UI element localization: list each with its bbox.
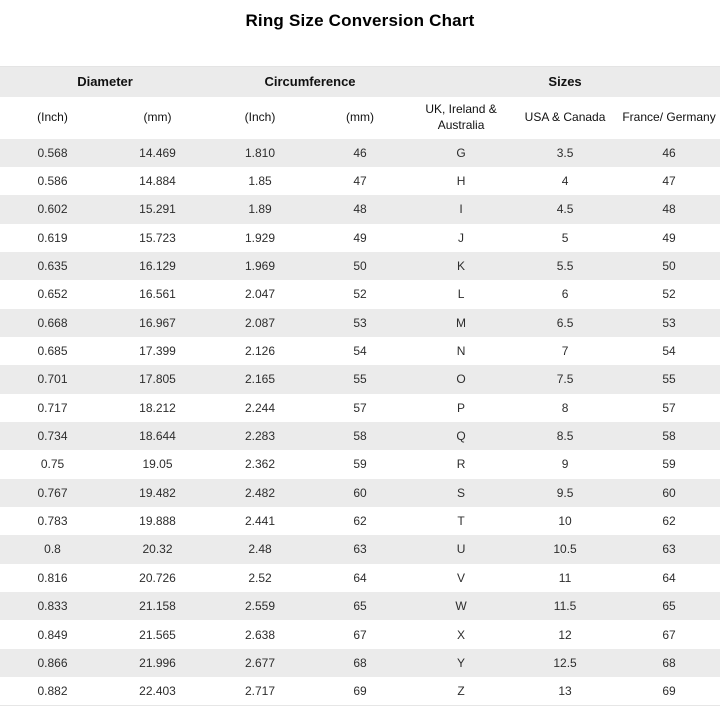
table-cell: 20.32 [142,542,173,557]
table-cell: 0.652 [37,287,68,302]
table-cell: J [458,230,465,245]
table-cell: 63 [353,542,367,557]
table-cell: I [459,202,463,217]
group-header-circumference: Circumference [210,67,410,97]
table-cell: 1.89 [248,202,272,217]
table-row [0,564,720,592]
table-cell: 62 [662,514,676,529]
table-cell: 50 [353,259,367,274]
col-header-circumference-mm: (mm) [310,97,410,139]
table-cell: 1.810 [245,145,276,160]
table-row [0,252,720,280]
table-cell: 49 [662,230,676,245]
table-cell: 12 [558,627,572,642]
table-cell: 54 [353,344,367,359]
table-row [0,167,720,195]
table-row [0,620,720,648]
table-cell: 49 [353,230,367,245]
group-header-diameter: Diameter [0,67,210,97]
table-cell: V [457,570,466,585]
table-cell: 5 [561,230,569,245]
table-cell: 63 [662,542,676,557]
table-cell: 2.559 [245,599,276,614]
col-header-diameter-inch: (Inch) [0,97,105,139]
table-cell: X [457,627,466,642]
table-row [0,422,720,450]
table-cell: 65 [662,599,676,614]
table-cell: 58 [353,429,367,444]
table-row [0,450,720,478]
table-cell: 57 [662,400,676,415]
table-cell: 3.5 [556,145,574,160]
table-row [0,507,720,535]
table-cell: 54 [662,344,676,359]
table-cell: 46 [353,145,367,160]
table-cell: 69 [662,683,676,698]
table-cell: 0.833 [37,599,68,614]
table-cell: 16.967 [139,315,176,330]
table-cell: 47 [662,174,676,189]
table-cell: 21.158 [139,599,176,614]
table-cell: 5.5 [556,259,574,274]
group-header-row [0,67,720,97]
table-row [0,337,720,365]
table-cell: 48 [662,202,676,217]
table-cell: R [456,457,466,472]
table-cell: 2.283 [245,429,276,444]
table-cell: 0.866 [37,655,68,670]
table-cell: Z [457,683,465,698]
table-cell: Q [456,429,466,444]
table-cell: 47 [353,174,367,189]
table-cell: 55 [353,372,367,387]
table-row [0,195,720,223]
table-cell: 2.047 [245,287,276,302]
table-cell: Y [457,655,466,670]
table-cell: 0.717 [37,400,68,415]
table-row [0,280,720,308]
table-cell: 0.767 [37,485,68,500]
table-cell: 10 [558,514,572,529]
table-cell: 0.685 [37,344,68,359]
table-cell: P [457,400,466,415]
table-cell: 6 [561,287,569,302]
table-row [0,479,720,507]
table-cell: 0.586 [37,174,68,189]
table-cell: 50 [662,259,676,274]
table-cell: 19.05 [142,457,173,472]
table-cell: N [456,344,466,359]
table-cell: 64 [662,570,676,585]
col-header-diameter-mm: (mm) [105,97,210,139]
table-row [0,592,720,620]
table-cell: 22.403 [139,683,176,698]
table-cell: 46 [662,145,676,160]
ring-size-conversion-table [0,66,720,706]
table-row [0,139,720,167]
table-cell: 2.244 [245,400,276,415]
group-header-sizes: Sizes [410,67,720,97]
table-cell: 0.783 [37,514,68,529]
table-cell: 68 [353,655,367,670]
table-cell: 0.635 [37,259,68,274]
table-cell: 2.52 [248,570,272,585]
table-cell: 48 [353,202,367,217]
table-cell: 4 [561,174,569,189]
table-cell: 17.399 [139,344,176,359]
table-row [0,677,720,705]
table-cell: 2.126 [245,344,276,359]
table-cell: M [456,315,467,330]
table-row [0,394,720,422]
table-cell: 2.165 [245,372,276,387]
table-cell: 9.5 [556,485,574,500]
table-cell: 0.568 [37,145,68,160]
table-cell: 1.929 [245,230,276,245]
table-cell: 14.884 [139,174,176,189]
table-cell: 19.482 [139,485,176,500]
table-cell: 21.565 [139,627,176,642]
table-cell: T [457,514,465,529]
table-cell: 1.85 [248,174,272,189]
table-cell: 15.291 [139,202,176,217]
table-cell: 2.087 [245,315,276,330]
table-cell: 2.677 [245,655,276,670]
table-cell: 1.969 [245,259,276,274]
table-row [0,535,720,563]
table-cell: 2.717 [245,683,276,698]
table-cell: 2.362 [245,457,276,472]
table-row [0,649,720,677]
table-cell: 0.602 [37,202,68,217]
table-cell: 21.996 [139,655,176,670]
table-cell: 2.441 [245,514,276,529]
column-header-row [0,97,720,139]
table-cell: O [456,372,466,387]
table-cell: 53 [662,315,676,330]
table-cell: 58 [662,429,676,444]
table-cell: W [455,599,467,614]
table-cell: 0.701 [37,372,68,387]
col-header-circumference-inch: (Inch) [210,97,310,139]
table-cell: 7 [561,344,569,359]
table-row [0,365,720,393]
table-cell: 8 [561,400,569,415]
table-cell: 16.561 [139,287,176,302]
table-cell: 4.5 [556,202,574,217]
table-cell: 0.734 [37,429,68,444]
table-cell: 8.5 [556,429,574,444]
table-cell: 2.482 [245,485,276,500]
table-cell: 53 [353,315,367,330]
table-cell: 65 [353,599,367,614]
table-cell: 7.5 [556,372,574,387]
table-cell: 12.5 [553,655,577,670]
table-cell: 62 [353,514,367,529]
table-cell: 13 [558,683,572,698]
table-cell: K [457,259,466,274]
table-cell: 0.75 [40,457,65,472]
page-title: Ring Size Conversion Chart [245,11,475,30]
table-cell: 0.849 [37,627,68,642]
table-cell: 0.8 [44,542,61,557]
table-cell: 20.726 [139,570,176,585]
col-header-usa-canada: USA & Canada [512,97,618,139]
table-row [0,309,720,337]
table-cell: U [456,542,466,557]
table-cell: 57 [353,400,367,415]
table-cell: 6.5 [556,315,574,330]
table-cell: 18.212 [139,400,176,415]
table-cell: 52 [662,287,676,302]
table-cell: 16.129 [139,259,176,274]
table-cell: 0.619 [37,230,68,245]
table-cell: H [456,174,466,189]
table-cell: 17.805 [139,372,176,387]
table-cell: 60 [353,485,367,500]
table-cell: 60 [662,485,676,500]
table-cell: 68 [662,655,676,670]
col-header-france-germany: France/ Germany [618,97,720,139]
table-cell: 0.668 [37,315,68,330]
table-cell: 59 [662,457,676,472]
table-cell: 69 [353,683,367,698]
table-cell: 11 [558,570,572,585]
table-cell: 9 [561,457,569,472]
col-header-uk-ireland-australia: UK, Ireland & Australia [410,97,512,139]
table-cell: L [457,287,465,302]
table-cell: 14.469 [139,145,176,160]
table-cell: S [457,485,466,500]
table-cell: 64 [353,570,367,585]
table-cell: 19.888 [139,514,176,529]
table-cell: 67 [662,627,676,642]
table-cell: 0.816 [37,570,68,585]
table-cell: 2.638 [245,627,276,642]
table-cell: 11.5 [553,599,577,614]
table-cell: 18.644 [139,429,176,444]
table-body [0,139,720,706]
table-cell: 52 [353,287,367,302]
table-cell: 10.5 [553,542,577,557]
table-cell: 55 [662,372,676,387]
table-cell: 59 [353,457,367,472]
table-cell: 0.882 [37,683,68,698]
table-cell: 15.723 [139,230,176,245]
table-cell: 2.48 [248,542,272,557]
table-row [0,224,720,252]
table-cell: G [456,145,466,160]
table-cell: 67 [353,627,367,642]
